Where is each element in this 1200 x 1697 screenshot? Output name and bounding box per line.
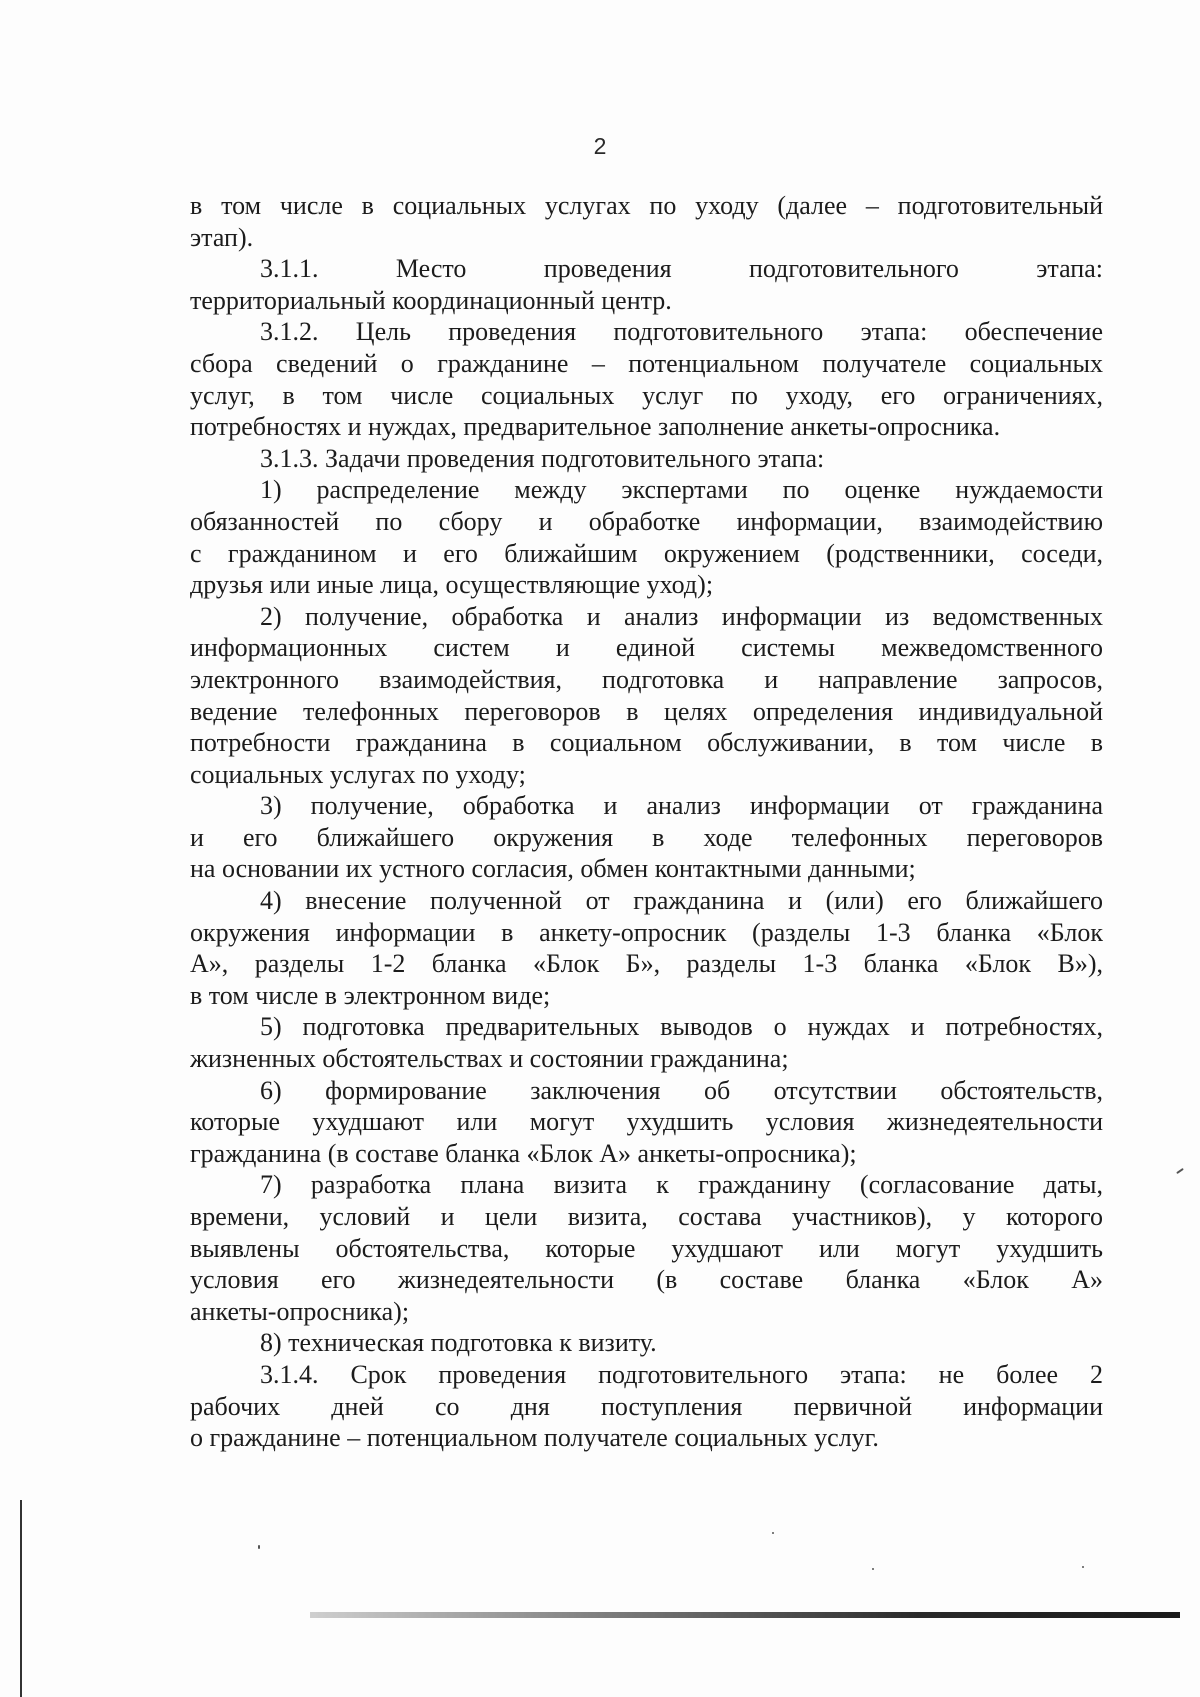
text-line: на основании их устного согласия, обмен контактными данными; — [190, 854, 916, 884]
text-line: сбора сведений о гражданине – потенциальном получателе социальных — [190, 348, 1103, 378]
text-line: гражданина (в составе бланка «Блок А» анкеты-опросника); — [190, 1138, 857, 1168]
text-line: и его ближайшего окружения в ходе телефонных переговоров — [190, 822, 1103, 852]
text-line: 6) формирование заключения об отсутствии обстоятельств, — [260, 1075, 1103, 1105]
text-line: 8) техническая подготовка к визиту. — [260, 1328, 657, 1358]
text-line: времени, условий и цели визита, состава участников), у которого — [190, 1202, 1103, 1231]
body-text — [190, 190, 1103, 1454]
text-line: окружения информации в анкету-опросник (разделы 1-3 бланка «Блок — [190, 917, 1103, 947]
text-line: ведение телефонных переговоров в целях определения индивидуальной — [190, 696, 1103, 726]
text-line: 3.1.2. Цель проведения подготовительного этапа: обеспечение — [260, 317, 1103, 347]
scan-speck — [772, 1532, 774, 1534]
text-line: о гражданине – потенциальном получателе социальных услуг. — [190, 1423, 879, 1453]
text-line: жизненных обстоятельствах и состоянии гражданина; — [190, 1044, 789, 1074]
text-line: услуг, в том числе социальных услуг по уходу, его ограничениях, — [190, 380, 1103, 410]
scan-speck — [872, 1568, 874, 1570]
text-line: потребностях и нуждах, предварительное заполнение анкеты-опросника. — [190, 412, 1001, 442]
scan-speck — [258, 1545, 260, 1549]
text-line: электронного взаимодействия, подготовка и направление запросов, — [190, 664, 1103, 694]
text-line: обязанностей по сбору и обработке информации, взаимодействию — [190, 506, 1103, 536]
scan-artifact-edge — [20, 1500, 22, 1697]
text-line: территориальный координационный центр. — [190, 285, 672, 315]
text-line: анкеты-опросника); — [190, 1296, 410, 1326]
text-line: 1) распределение между экспертами по оценке нуждаемости — [260, 475, 1103, 505]
text-line: 3.1.1. Место проведения подготовительного этапа: — [260, 254, 1103, 284]
text-line: этап). — [190, 222, 254, 252]
text-line: друзья или иные лица, осуществляющие уход); — [190, 570, 714, 600]
text-line: в том числе в электронном виде; — [190, 980, 551, 1010]
text-line: социальных услугах по уходу; — [190, 759, 526, 789]
text-line: с гражданином и его ближайшим окружением (родственники, соседи, — [190, 538, 1103, 568]
text-line: 3.1.4. Срок проведения подготовительного этапа: не более 2 — [260, 1359, 1103, 1389]
text-line: которые ухудшают или могут ухудшить условия жизнедеятельности — [190, 1107, 1103, 1137]
text-line: 4) внесение полученной от гражданина и (или) его ближайшего — [260, 886, 1103, 916]
text-line: выявлены обстоятельства, которые ухудшают или могут ухудшить — [190, 1233, 1103, 1263]
text-line: информационных систем и единой системы межведомственного — [190, 633, 1103, 663]
text-line: 7) разработка плана визита к гражданину (согласование даты, — [260, 1170, 1103, 1200]
text-line: 2) получение, обработка и анализ информации из ведомственных — [260, 601, 1103, 631]
text-line: 3.1.3. Задачи проведения подготовительного этапа: — [260, 443, 825, 473]
scan-speck — [1082, 1566, 1084, 1568]
text-line: потребности гражданина в социальном обслуживании, в том числе в — [190, 728, 1103, 758]
text-line: 5) подготовка предварительных выводов о нуждах и потребностях, — [260, 1012, 1103, 1042]
scan-speck — [1176, 1168, 1184, 1174]
text-line: 3) получение, обработка и анализ информации от гражданина — [260, 791, 1103, 821]
text-line: в том числе в социальных услугах по уходу (далее – подготовительный — [190, 191, 1103, 220]
text-line: А», разделы 1-2 бланка «Блок Б», разделы 1-3 бланка «Блок В»), — [190, 949, 1103, 979]
scan-artifact-line — [310, 1612, 1180, 1618]
page-number: 2 — [593, 133, 607, 159]
text-line: рабочих дней со дня поступления первичной информации — [190, 1391, 1103, 1421]
text-line: условия его жизнедеятельности (в составе бланка «Блок А» — [190, 1265, 1103, 1295]
